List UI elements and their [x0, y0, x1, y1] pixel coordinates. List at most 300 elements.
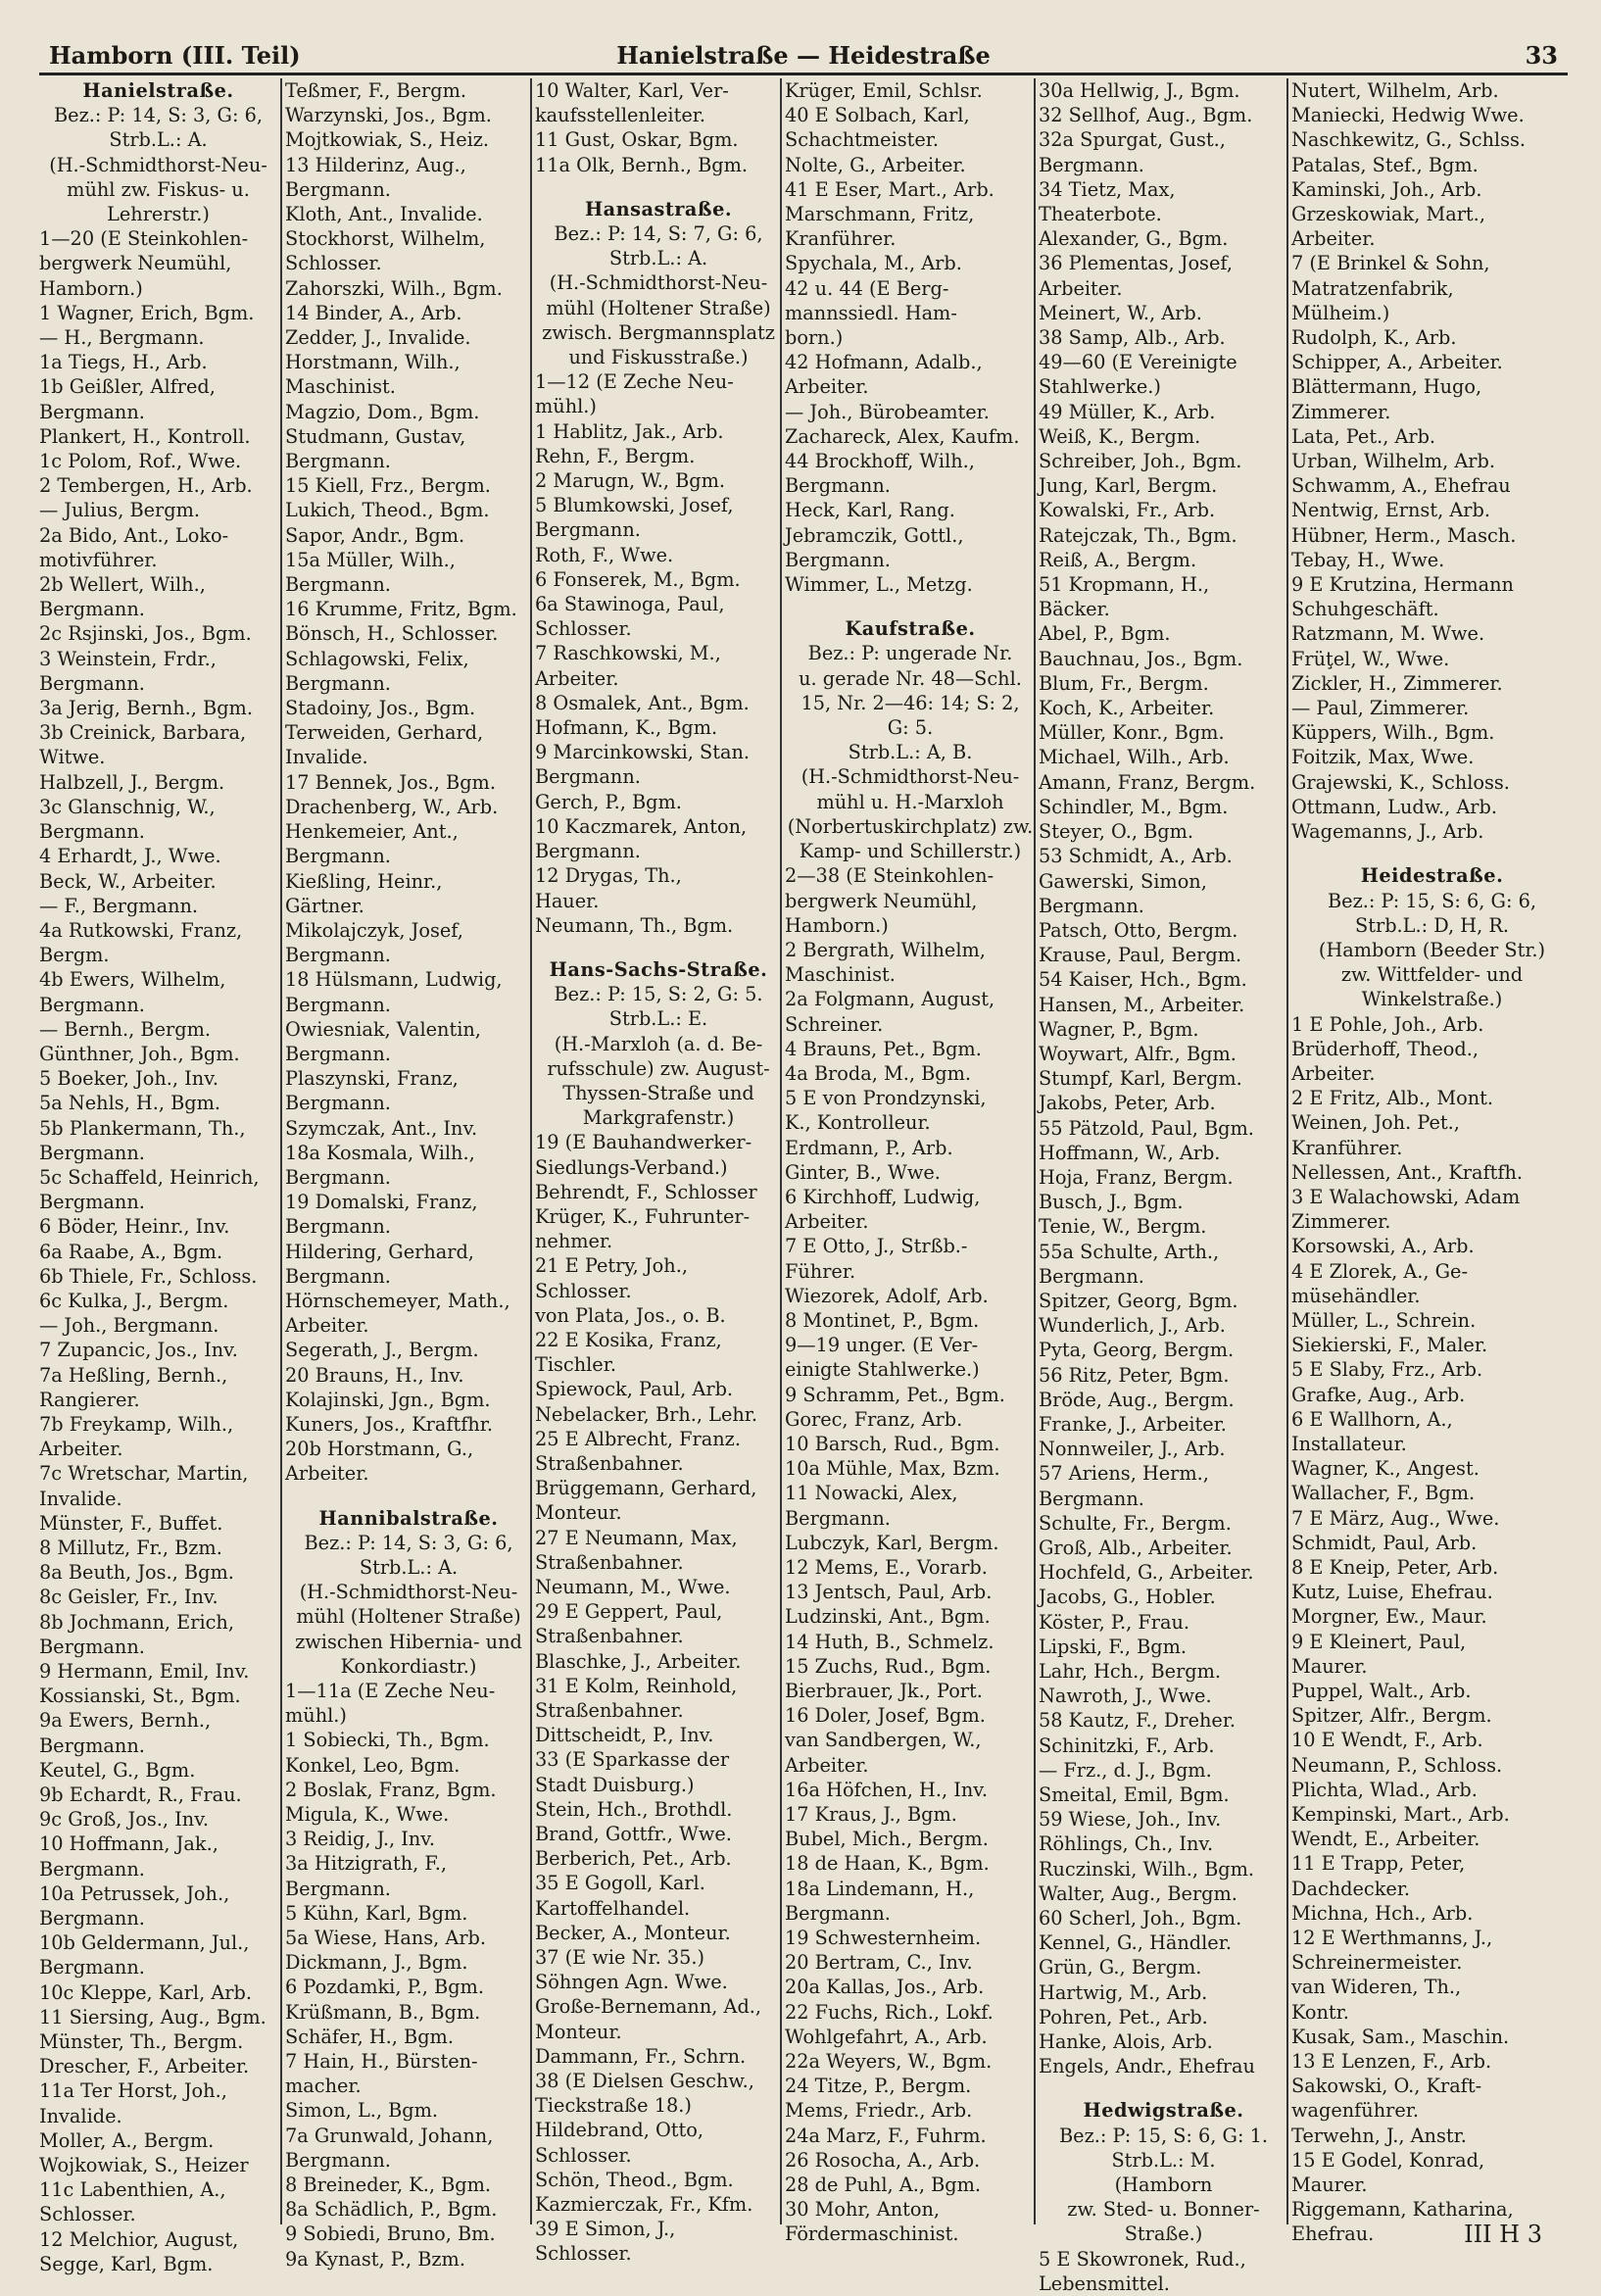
resident-entry-line: Arbeiter.: [535, 666, 619, 690]
resident-entry-line: 17 Bennek, Jos., Bgm.: [285, 770, 496, 794]
resident-entry-line: Rehn, F., Bergm.: [535, 444, 696, 467]
resident-entry-line: Sakowski, O., Kraft-: [1291, 2075, 1482, 2098]
resident-entry-line: Spitzer, Georg, Bgm.: [1039, 1289, 1238, 1312]
resident-entry-line: Mülheim.): [1291, 301, 1390, 324]
resident-entry-line: Zachareck, Alex, Kaufm.: [785, 424, 1020, 448]
resident-entry-line: Kranführer.: [1291, 1136, 1403, 1159]
resident-entry-line: Straßenbahner.: [535, 1625, 684, 1648]
resident-entry-line: Woywart, Alfr., Bgm.: [1039, 1042, 1237, 1065]
resident-entry-line: 32a Spurgat, Gust.,: [1039, 128, 1226, 152]
street-info-line: Kamp- und Schillerstr.): [799, 840, 1022, 863]
resident-entry-line: 13 E Lenzen, F., Arb.: [1291, 2050, 1492, 2074]
resident-entry-line: 4 E Zlorek, A., Ge-: [1291, 1259, 1468, 1283]
resident-entry-line: Arbeiter.: [785, 375, 869, 399]
resident-entry-line: 36 Plementas, Josef,: [1039, 252, 1233, 275]
resident-entry-line: Schipper, A., Arbeiter.: [1291, 351, 1503, 374]
resident-entry-line: Blaschke, J., Arbeiter.: [535, 1649, 742, 1673]
resident-entry-line: 1 E Pohle, Joh., Arb.: [1291, 1012, 1484, 1036]
resident-entry-line: Bröde, Aug., Bergm.: [1039, 1388, 1235, 1411]
resident-entry-line: Führer.: [785, 1259, 856, 1283]
resident-entry-line: 3a Hitzigrath, F.,: [285, 1852, 448, 1876]
resident-entry-line: 9 Marcinkowski, Stan.: [535, 741, 751, 764]
resident-entry-line: Bergmann.: [1039, 153, 1144, 176]
resident-entry-line: Blum, Fr., Bergm.: [1039, 671, 1209, 695]
resident-entry-line: Morgner, Ew., Maur.: [1291, 1605, 1487, 1629]
resident-entry-line: Schreinermeister.: [1291, 1951, 1463, 1975]
resident-entry-line: Korsowski, A., Arb.: [1291, 1235, 1475, 1258]
resident-entry-line: 42 Hofmann, Adalb.,: [785, 351, 983, 374]
resident-entry-line: Nolte, G., Arbeiter.: [785, 153, 966, 176]
resident-entry-line: 11 E Trapp, Peter,: [1291, 1852, 1466, 1876]
resident-entry-line: 24 Titze, P., Bergm.: [785, 2075, 972, 2098]
resident-entry-line: Ehefrau.: [1291, 2223, 1375, 2246]
resident-entry-line: müsehändler.: [1291, 1284, 1421, 1307]
resident-entry-line: Kartoffelhandel.: [535, 1896, 691, 1920]
resident-entry-line: Schmidt, Paul, Arb.: [1291, 1531, 1478, 1554]
resident-entry-line: Hildering, Gerhard,: [285, 1240, 474, 1263]
resident-entry-line: Behrendt, F., Schlosser: [535, 1180, 757, 1203]
resident-entry-line: Zimmerer.: [1291, 1210, 1391, 1234]
resident-entry-line: Maschinist.: [285, 375, 396, 399]
street-info-line: Winkelstraße.): [1361, 988, 1503, 1011]
resident-entry-line: Hübner, Herm., Masch.: [1291, 523, 1517, 547]
resident-entry-line: Straßenbahner.: [535, 1699, 684, 1722]
resident-entry-line: Studmann, Gustav,: [285, 424, 466, 448]
resident-entry-line: 8a Beuth, Jos., Bgm.: [39, 1561, 234, 1585]
resident-entry-line: Dickmann, J., Bgm.: [285, 1951, 468, 1975]
street-info-line: zwischen Hibernia- und: [295, 1630, 522, 1653]
resident-entry-line: Brüderhoff, Theod.,: [1291, 1037, 1479, 1060]
resident-entry-line: Bergmann.: [535, 840, 641, 863]
resident-entry-line: Zimmerer.: [1291, 400, 1391, 423]
resident-entry-line: Bergmann.: [285, 1092, 391, 1115]
resident-entry-line: 6 Böder, Heinr., Inv.: [39, 1215, 230, 1239]
resident-entry-line: Hörnschemeyer, Math.,: [285, 1289, 510, 1312]
resident-entry-line: Roth, F., Wwe.: [535, 543, 674, 566]
header-street-range: Hanielstraße — Heidestraße: [616, 41, 991, 70]
resident-entry-line: 11a Ter Horst, Joh.,: [39, 2079, 227, 2103]
resident-entry-line: Drescher, F., Arbeiter.: [39, 2055, 250, 2078]
resident-entry-line: Installateur.: [1291, 1432, 1407, 1455]
resident-entry-line: 54 Kaiser, Hch., Bgm.: [1039, 968, 1247, 992]
resident-entry-line: einigte Stahlwerke.): [785, 1358, 980, 1382]
resident-entry-line: Wagner, K., Angest.: [1291, 1457, 1480, 1481]
resident-entry-line: von Plata, Jos., o. B.: [535, 1303, 726, 1327]
resident-entry-line: 7c Wretschar, Martin,: [39, 1462, 249, 1486]
street-info-line: Straße.): [1124, 2223, 1203, 2246]
resident-entry-line: Bergmann.: [285, 845, 391, 868]
column-4: [780, 78, 1036, 2246]
resident-entry-line: Arbeiter.: [39, 1438, 123, 1461]
resident-entry-line: Rangierer.: [39, 1388, 140, 1411]
street-info-line: zwisch. Bergmannsplatz: [542, 320, 775, 344]
resident-entry-line: 22a Weyers, W., Bgm.: [785, 2050, 993, 2074]
resident-entry-line: bergwerk Neumühl,: [39, 252, 232, 275]
resident-entry-line: Bergmann.: [285, 1165, 391, 1189]
resident-entry-line: 3c Glanschnig, W.,: [39, 795, 216, 818]
resident-entry-line: 9 Hermann, Emil, Inv.: [39, 1660, 250, 1683]
resident-entry-line: Schinitzki, F., Arb.: [1039, 1734, 1215, 1757]
resident-entry-line: Erdmann, P., Arb.: [785, 1136, 953, 1159]
resident-entry-line: Naschkewitz, G., Schlss.: [1291, 128, 1527, 152]
resident-entry-line: Bergmann.: [39, 400, 145, 423]
resident-entry-line: Bergmann.: [39, 820, 145, 844]
resident-entry-line: Schindler, M., Bgm.: [1039, 795, 1229, 818]
resident-entry-line: 12 Drygas, Th.,: [535, 864, 682, 888]
resident-entry-line: Nutert, Wilhelm, Arb.: [1291, 79, 1499, 102]
resident-entry-line: 3a Jerig, Bernh., Bgm.: [39, 697, 253, 720]
street-info-line: (H.-Marxloh (a. d. Be-: [554, 1032, 763, 1055]
resident-entry-line: Bergmann.: [39, 1734, 145, 1757]
resident-entry-line: Terwehn, J., Anstr.: [1291, 2124, 1467, 2147]
resident-entry-line: 32 Sellhof, Aug., Bgm.: [1039, 104, 1253, 127]
resident-entry-line: Witwe.: [39, 746, 106, 769]
resident-entry-line: Teßmer, F., Bergm.: [285, 79, 467, 102]
resident-entry-line: 12 Mems, E., Vorarb.: [785, 1555, 988, 1579]
resident-entry-line: Plaszynski, Franz,: [285, 1067, 459, 1091]
resident-entry-line: Schachtmeister.: [785, 128, 940, 152]
resident-entry-line: Tebay, H., Wwe.: [1291, 548, 1445, 571]
resident-entry-line: Koch, K., Arbeiter.: [1039, 697, 1215, 720]
resident-entry-line: 29 E Geppert, Paul,: [535, 1600, 723, 1624]
resident-entry-line: Bergmann.: [285, 993, 391, 1016]
street-info-line: u. gerade Nr. 48—Schl.: [799, 666, 1022, 690]
resident-entry-line: Stumpf, Karl, Bergm.: [1039, 1067, 1242, 1091]
resident-entry-line: 9 E Kleinert, Paul,: [1291, 1630, 1467, 1653]
resident-entry-line: Nonnweiler, J., Arb.: [1039, 1438, 1226, 1461]
resident-entry-line: Jakobs, Peter, Arb.: [1039, 1092, 1216, 1115]
resident-entry-line: 10a Mühle, Max, Bzm.: [785, 1457, 1000, 1481]
resident-entry-line: Steyer, O., Bgm.: [1039, 820, 1194, 844]
resident-entry-line: Bergm.: [39, 944, 110, 967]
resident-entry-line: 9b Echardt, R., Frau.: [39, 1783, 242, 1807]
resident-entry-line: motivführer.: [39, 548, 158, 571]
resident-entry-line: 16a Höfchen, H., Inv.: [785, 1778, 988, 1801]
street-info-line: Bez.: P: 14, S: 3, G: 6,: [54, 104, 263, 127]
section-gap: [535, 177, 782, 197]
resident-entry-line: 16 Doler, Josef, Bgm.: [785, 1704, 986, 1728]
resident-entry-line: Arbeiter.: [1291, 1061, 1376, 1085]
resident-entry-line: Abel, P., Bgm.: [1039, 622, 1171, 646]
resident-entry-line: Hansen, M., Arbeiter.: [1039, 993, 1245, 1016]
resident-entry-line: kaufsstellenleiter.: [535, 104, 705, 127]
street-info-line: Bez.: P: 14, S: 3, G: 6,: [304, 1531, 513, 1554]
resident-entry-line: 9 Schramm, Pet., Bgm.: [785, 1383, 1005, 1406]
resident-entry-line: 4 Erhardt, J., Wwe.: [39, 845, 221, 868]
resident-entry-line: 15 E Godel, Konrad,: [1291, 2148, 1485, 2172]
resident-entry-line: Owiesniak, Valentin,: [285, 1017, 481, 1041]
resident-entry-line: Halbzell, J., Bergm.: [39, 770, 225, 794]
resident-entry-line: 3 E Walachowski, Adam: [1291, 1185, 1521, 1208]
street-info-line: Strb.L.: A, B.: [848, 741, 973, 764]
resident-entry-line: Maschinist.: [785, 963, 896, 987]
resident-entry-line: 27 E Neumann, Max,: [535, 1526, 738, 1549]
resident-entry-line: 38 (E Dielsen Geschw.,: [535, 2070, 754, 2093]
resident-entry-line: 20 Brauns, H., Inv.: [285, 1363, 464, 1387]
resident-entry-line: Bergmann.: [39, 1141, 145, 1164]
resident-entry-line: Nentwig, Ernst, Arb.: [1291, 499, 1490, 522]
resident-entry-line: Nellessen, Ant., Kraftfh.: [1291, 1160, 1524, 1184]
resident-entry-line: Hauer.: [535, 889, 600, 912]
resident-entry-line: Schlosser.: [535, 2143, 632, 2167]
resident-entry-line: 5a Nehls, H., Bgm.: [39, 1092, 221, 1115]
resident-entry-line: 33 (E Sparkasse der: [535, 1748, 730, 1772]
resident-entry-line: Bergmann.: [39, 993, 145, 1016]
resident-entry-line: Kaminski, Joh., Arb.: [1291, 177, 1482, 201]
resident-entry-line: Tischler.: [535, 1353, 616, 1377]
resident-entry-line: 17 Kraus, J., Bgm.: [785, 1803, 957, 1827]
resident-entry-line: Maurer.: [1291, 2174, 1368, 2197]
resident-entry-line: Blättermann, Hugo,: [1291, 375, 1482, 399]
resident-entry-line: Bergmann.: [1039, 1264, 1144, 1288]
resident-entry-line: 10 E Wendt, F., Arb.: [1291, 1729, 1483, 1752]
resident-entry-line: born.): [785, 326, 844, 350]
street-info-line: (Hamborn: [1114, 2174, 1213, 2197]
resident-entry-line: 21 E Petry, Joh.,: [535, 1254, 688, 1278]
resident-entry-line: Krüger, Emil, Schlsr.: [785, 79, 983, 102]
resident-entry-line: Berberich, Pet., Arb.: [535, 1847, 732, 1871]
resident-entry-line: 39 E Simon, J.,: [535, 2218, 676, 2241]
resident-entry-line: 20 Bertram, C., Inv.: [785, 1951, 973, 1975]
resident-entry-line: 18 Hülsmann, Ludwig,: [285, 968, 503, 992]
resident-entry-line: 6 Fonserek, M., Bgm.: [535, 567, 741, 591]
resident-entry-line: Ratejczak, Th., Bgm.: [1039, 523, 1237, 547]
resident-entry-line: 9—19 unger. (E Ver-: [785, 1334, 979, 1357]
resident-entry-line: Schlagowski, Felix,: [285, 647, 469, 670]
resident-entry-line: 34 Tietz, Max,: [1039, 177, 1176, 201]
resident-entry-line: Günthner, Joh., Bgm.: [39, 1042, 240, 1065]
resident-entry-line: Pyta, Georg, Bergm.: [1039, 1339, 1235, 1362]
resident-entry-line: Hamborn.): [39, 276, 143, 300]
resident-entry-line: Krüger, K., Fuhrunter-: [535, 1204, 751, 1228]
resident-entry-line: Lubczyk, Karl, Bergm.: [785, 1531, 999, 1554]
resident-entry-line: 8b Jochmann, Erich,: [39, 1610, 234, 1634]
resident-entry-line: 19 Domalski, Franz,: [285, 1191, 478, 1214]
resident-entry-line: Alexander, G., Bgm.: [1039, 227, 1229, 251]
resident-entry-line: 19 Schwesternheim.: [785, 1927, 982, 1950]
section-gap: [1039, 2078, 1288, 2098]
resident-entry-line: 4a Broda, M., Bgm.: [785, 1061, 972, 1085]
resident-entry-line: Hanke, Alois, Arb.: [1039, 2030, 1213, 2054]
resident-entry-line: Reiß, A., Bergm.: [1039, 548, 1197, 571]
resident-entry-line: Bergmann.: [785, 1506, 891, 1530]
resident-entry-line: — H., Bergmann.: [39, 326, 205, 350]
resident-entry-line: Hoffmann, W., Arb.: [1039, 1141, 1221, 1164]
resident-entry-line: Schlosser.: [535, 2242, 632, 2266]
resident-entry-line: Magzio, Dom., Bgm.: [285, 400, 480, 423]
resident-entry-line: Bergmann.: [39, 598, 145, 621]
resident-entry-line: 15 Zuchs, Rud., Bgm.: [785, 1654, 992, 1678]
resident-entry-line: Wendt, E., Arbeiter.: [1291, 1828, 1480, 1851]
resident-entry-line: Wagemanns, J., Arb.: [1291, 820, 1484, 844]
resident-entry-line: 18 de Haan, K., Bgm.: [785, 1852, 990, 1876]
resident-entry-line: Weiß, K., Bergm.: [1039, 424, 1201, 448]
resident-entry-line: 6a Stawinoga, Paul,: [535, 593, 725, 616]
resident-entry-line: Neumann, M., Wwe.: [535, 1575, 731, 1598]
street-info-line: Strb.L.: A.: [359, 1555, 459, 1579]
resident-entry-line: Straßenbahner.: [535, 1550, 684, 1574]
resident-entry-line: Bergmann.: [39, 1857, 145, 1881]
resident-entry-line: 57 Ariens, Herm.,: [1039, 1462, 1209, 1486]
resident-entry-line: 10 Walter, Karl, Ver-: [535, 79, 729, 102]
resident-entry-line: 49—60 (E Vereinigte: [1039, 351, 1237, 374]
sheet-code: III H 3: [1464, 2221, 1542, 2248]
resident-entry-line: 2b Wellert, Wilh.,: [39, 573, 206, 597]
resident-entry-line: 2c Rsjinski, Jos., Bgm.: [39, 622, 252, 646]
resident-entry-line: 8 Breineder, K., Bgm.: [285, 2174, 492, 2197]
resident-entry-line: 5 Blumkowski, Josef,: [535, 494, 734, 517]
street-info-line: Bez.: P: 15, S: 6, G: 6,: [1328, 889, 1536, 912]
resident-entry-line: Schlosser.: [39, 2203, 136, 2226]
resident-entry-line: Arbeiter.: [1291, 227, 1376, 251]
resident-entry-line: 55a Schulte, Arth.,: [1039, 1240, 1220, 1263]
resident-entry-line: Hamborn.): [785, 913, 889, 937]
resident-entry-line: — Bernh., Bergm.: [39, 1017, 211, 1041]
resident-entry-line: 40 E Solbach, Karl,: [785, 104, 970, 127]
resident-entry-line: Grajewski, K., Schloss.: [1291, 770, 1510, 794]
street-info-line: Bez.: P: ungerade Nr.: [807, 642, 1013, 665]
street-heading: Kaufstraße.: [845, 617, 976, 641]
street-info-line: mühl zw. Fiskus- u.: [67, 177, 250, 201]
street-info-line: Thyssen-Straße und: [562, 1081, 754, 1104]
street-info-line: mühl (Holtener Straße): [546, 296, 771, 319]
resident-entry-line: wagenführer.: [1291, 2099, 1419, 2123]
resident-entry-line: 42 u. 44 (E Berg-: [785, 276, 949, 300]
resident-entry-line: Patalas, Stef., Bgm.: [1291, 153, 1479, 176]
resident-entry-line: Nebelacker, Brh., Lehr.: [535, 1402, 757, 1426]
resident-entry-line: Kolajinski, Jgn., Bgm.: [285, 1388, 491, 1411]
resident-entry-line: Segge, Karl, Bgm.: [39, 2252, 214, 2275]
resident-entry-line: Engels, Andr., Ehefrau: [1039, 2055, 1255, 2078]
resident-entry-line: Konkel, Leo, Bgm.: [285, 1753, 461, 1777]
resident-entry-line: Wohlgefahrt, A., Arb.: [785, 2025, 988, 2048]
resident-entry-line: Spitzer, Alfr., Bergm.: [1291, 1704, 1492, 1728]
resident-entry-line: 1b Geißler, Alfred,: [39, 375, 216, 399]
resident-entry-line: 26 Rosocha, A., Arb.: [785, 2148, 981, 2172]
section-gap: [785, 597, 1036, 616]
resident-entry-line: Früţel, W., Wwe.: [1291, 647, 1450, 670]
section-gap: [1291, 844, 1573, 863]
resident-entry-line: — Joh., Bergmann.: [39, 1314, 219, 1338]
resident-entry-line: Bergmann.: [285, 2148, 391, 2172]
resident-entry-line: 10 Barsch, Rud., Bgm.: [785, 1432, 1000, 1455]
street-heading: Hansastraße.: [584, 197, 733, 220]
resident-entry-line: Ludzinski, Ant., Bgm.: [785, 1605, 991, 1629]
header-district: Hamborn (III. Teil): [49, 41, 301, 70]
resident-entry-line: Simon, L., Bgm.: [285, 2099, 439, 2123]
resident-entry-line: Söhngen Agn. Wwe.: [535, 1971, 728, 1994]
resident-entry-line: Hofmann, K., Bgm.: [535, 716, 718, 740]
resident-entry-line: K., Kontrolleur.: [785, 1111, 931, 1135]
resident-entry-line: Mojtkowiak, S., Heiz.: [285, 128, 490, 152]
resident-entry-line: mühl.): [535, 395, 597, 418]
resident-entry-line: 8 Osmalek, Ant., Bgm.: [535, 691, 750, 714]
resident-entry-line: 7 E Otto, J., Strßb.-: [785, 1235, 968, 1258]
resident-entry-line: Kennel, G., Händler.: [1039, 1931, 1232, 1955]
resident-entry-line: Kempinski, Mart., Arb.: [1291, 1803, 1510, 1827]
resident-entry-line: 8 Montinet, P., Bgm.: [785, 1308, 980, 1332]
resident-entry-line: Lahr, Hch., Bergm.: [1039, 1660, 1222, 1683]
resident-entry-line: Bergmann.: [285, 1877, 391, 1900]
resident-entry-line: Kowalski, Fr., Arb.: [1039, 499, 1216, 522]
resident-entry-line: mannssiedl. Ham-: [785, 301, 957, 324]
street-info-line: mühl (Holtener Straße): [296, 1605, 521, 1629]
resident-entry-line: 7 Hain, H., Bürsten-: [285, 2050, 478, 2074]
resident-entry-line: 4 Brauns, Pet., Bgm.: [785, 1037, 982, 1060]
resident-entry-line: 20b Horstmann, G.,: [285, 1438, 474, 1461]
resident-entry-line: Beck, W., Arbeiter.: [39, 869, 217, 893]
resident-entry-line: Bergmann.: [39, 1191, 145, 1214]
resident-entry-line: Hartwig, M., Arb.: [1039, 1980, 1208, 2004]
resident-entry-line: 31 E Kolm, Reinhold,: [535, 1674, 738, 1697]
resident-entry-line: 6 E Wallhorn, A.,: [1291, 1407, 1453, 1431]
resident-entry-line: Schuhgeschäft.: [1291, 598, 1439, 621]
resident-entry-line: Plankert, H., Kontroll.: [39, 424, 251, 448]
resident-entry-line: Amann, Franz, Bergm.: [1039, 770, 1256, 794]
resident-entry-line: Marschmann, Fritz,: [785, 203, 975, 226]
resident-entry-line: 6 Pozdamki, P., Bgm.: [285, 1976, 484, 1999]
street-info-line: Bez.: P: 15, S: 2, G: 5.: [554, 983, 763, 1006]
street-info-line: Lehrerstr.): [107, 203, 210, 226]
resident-entry-line: 18a Kosmala, Wilh.,: [285, 1141, 475, 1164]
resident-entry-line: Tenie, W., Bergm.: [1039, 1215, 1207, 1239]
resident-entry-line: 2 Marugn, W., Bgm.: [535, 469, 726, 493]
resident-entry-line: Maniecki, Hedwig Wwe.: [1291, 104, 1525, 127]
resident-entry-line: Zahorszki, Wilh., Bgm.: [285, 276, 503, 300]
column-3: [530, 78, 782, 2266]
resident-entry-line: Henkemeier, Ant.,: [285, 820, 459, 844]
resident-entry-line: Dammann, Fr., Schrn.: [535, 2044, 747, 2068]
resident-entry-line: Lata, Pet., Arb.: [1291, 424, 1436, 448]
street-info-line: G: 5.: [887, 716, 934, 740]
resident-entry-line: 11 Gust, Oskar, Bgm.: [535, 128, 739, 152]
resident-entry-line: Küppers, Wilh., Bgm.: [1291, 721, 1495, 745]
resident-entry-line: 58 Kautz, F., Dreher.: [1039, 1709, 1237, 1733]
resident-entry-line: Monteur.: [535, 1501, 622, 1525]
resident-entry-line: — Joh., Bürobeamter.: [785, 400, 990, 423]
resident-entry-line: Brand, Gottfr., Wwe.: [535, 1823, 732, 1846]
resident-entry-line: 13 Jentsch, Paul, Arb.: [785, 1581, 993, 1604]
street-info-line: (Hamborn (Beeder Str.): [1318, 938, 1546, 961]
resident-entry-line: Weinen, Joh. Pet.,: [1291, 1111, 1460, 1135]
resident-entry-line: Terweiden, Gerhard,: [285, 721, 484, 745]
resident-entry-line: Jung, Karl, Bergm.: [1039, 474, 1218, 498]
resident-entry-line: 2 Tembergen, H., Arb.: [39, 474, 253, 498]
street-info-line: Strb.L.: E.: [608, 1007, 708, 1031]
street-info-line: (H.-Schmidthorst-Neu-: [299, 1581, 518, 1604]
resident-entry-line: Bergmann.: [39, 671, 145, 695]
resident-entry-line: 35 E Gogoll, Karl.: [535, 1872, 705, 1895]
resident-entry-line: Bergmann.: [535, 765, 641, 789]
resident-entry-line: 7 Raschkowski, M.,: [535, 642, 721, 665]
resident-entry-line: 11 Nowacki, Alex,: [785, 1482, 958, 1505]
resident-entry-line: Horstmann, Wilh.,: [285, 351, 461, 374]
resident-entry-line: Kossianski, St., Bgm.: [39, 1685, 241, 1708]
resident-entry-line: 15 Kiell, Frz., Bergm.: [285, 474, 491, 498]
resident-entry-line: Riggemann, Katharina,: [1291, 2198, 1514, 2222]
resident-entry-line: 3 Reidig, J., Inv.: [285, 1828, 435, 1851]
resident-entry-line: 1 Wagner, Erich, Bgm.: [39, 301, 255, 324]
resident-entry-line: 9c Groß, Jos., Inv.: [39, 1808, 209, 1832]
resident-entry-line: Ottmann, Ludw., Arb.: [1291, 795, 1497, 818]
resident-entry-line: Bergmann.: [39, 1907, 145, 1930]
resident-entry-line: Stein, Hch., Brothdl.: [535, 1797, 733, 1821]
resident-entry-line: Arbeiter.: [785, 1210, 869, 1234]
street-info-line: (H.-Schmidthorst-Neu-: [800, 765, 1020, 789]
resident-entry-line: Schön, Theod., Bgm.: [535, 2168, 734, 2191]
resident-entry-line: Tieckstraße 18.): [535, 2094, 692, 2118]
street-info-line: und Fiskusstraße.): [568, 346, 749, 369]
